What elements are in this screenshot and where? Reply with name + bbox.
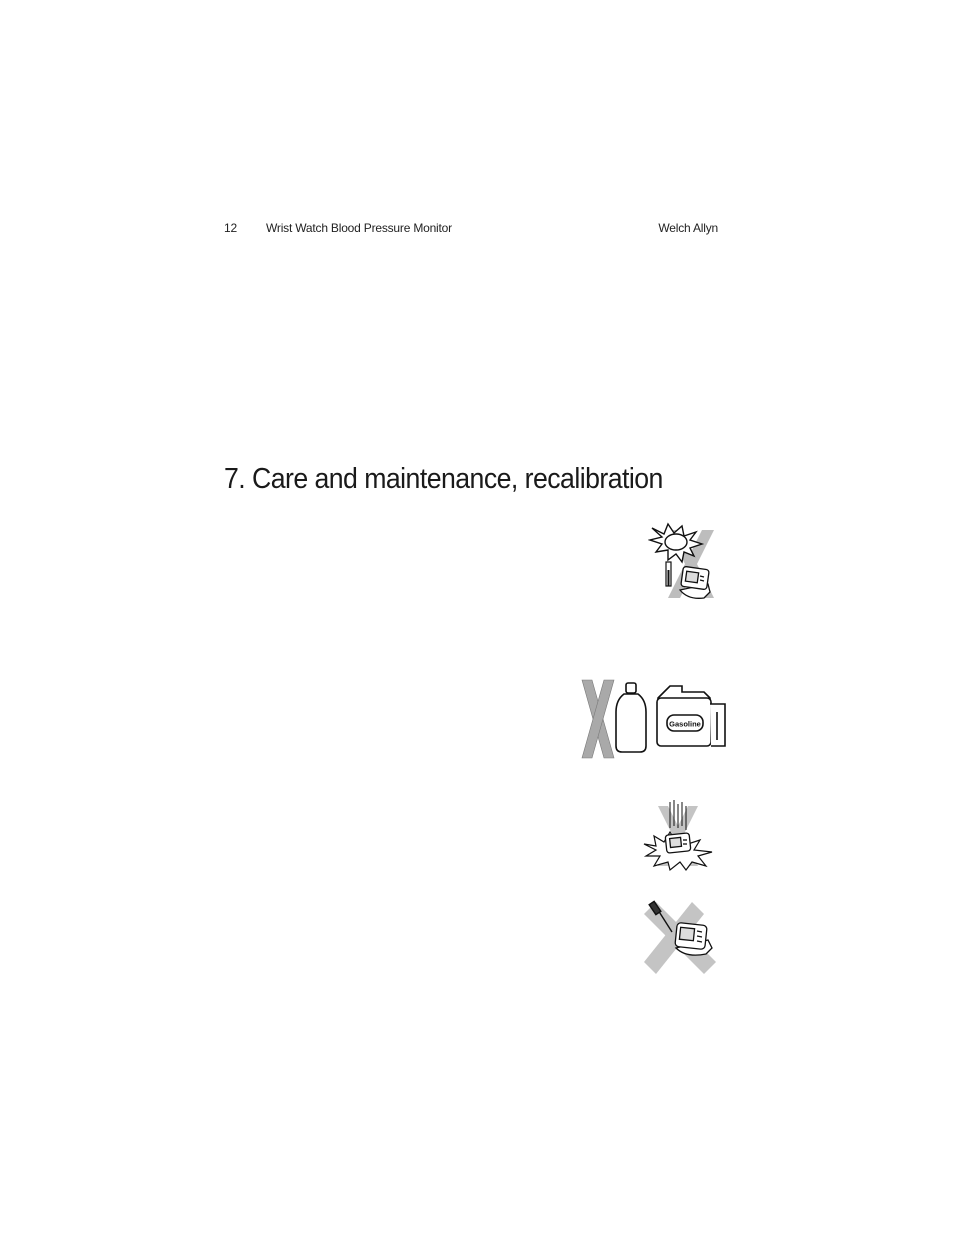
solvent-bottle-icon <box>616 683 646 752</box>
page-number: 12 <box>224 221 237 235</box>
avoid-sunlight-illustration <box>648 520 720 602</box>
section-title: 7. Care and maintenance, recalibration <box>224 463 663 495</box>
blood-pressure-monitor-icon <box>680 566 710 598</box>
thermometer-icon <box>666 562 671 586</box>
document-title: Wrist Watch Blood Pressure Monitor <box>266 221 452 235</box>
running-header <box>224 221 718 239</box>
avoid-chemicals-illustration <box>578 678 728 760</box>
brand-name: Welch Allyn <box>658 221 718 235</box>
blood-pressure-monitor-icon <box>665 833 691 853</box>
gasoline-canister-icon <box>657 686 725 746</box>
blood-pressure-monitor-icon <box>675 922 712 955</box>
canister-label: Gasoline <box>669 719 701 729</box>
avoid-dropping-illustration <box>640 800 720 872</box>
prohibition-cross-icon <box>582 680 614 758</box>
sun-icon <box>650 524 702 562</box>
do-not-open-illustration <box>640 898 720 974</box>
